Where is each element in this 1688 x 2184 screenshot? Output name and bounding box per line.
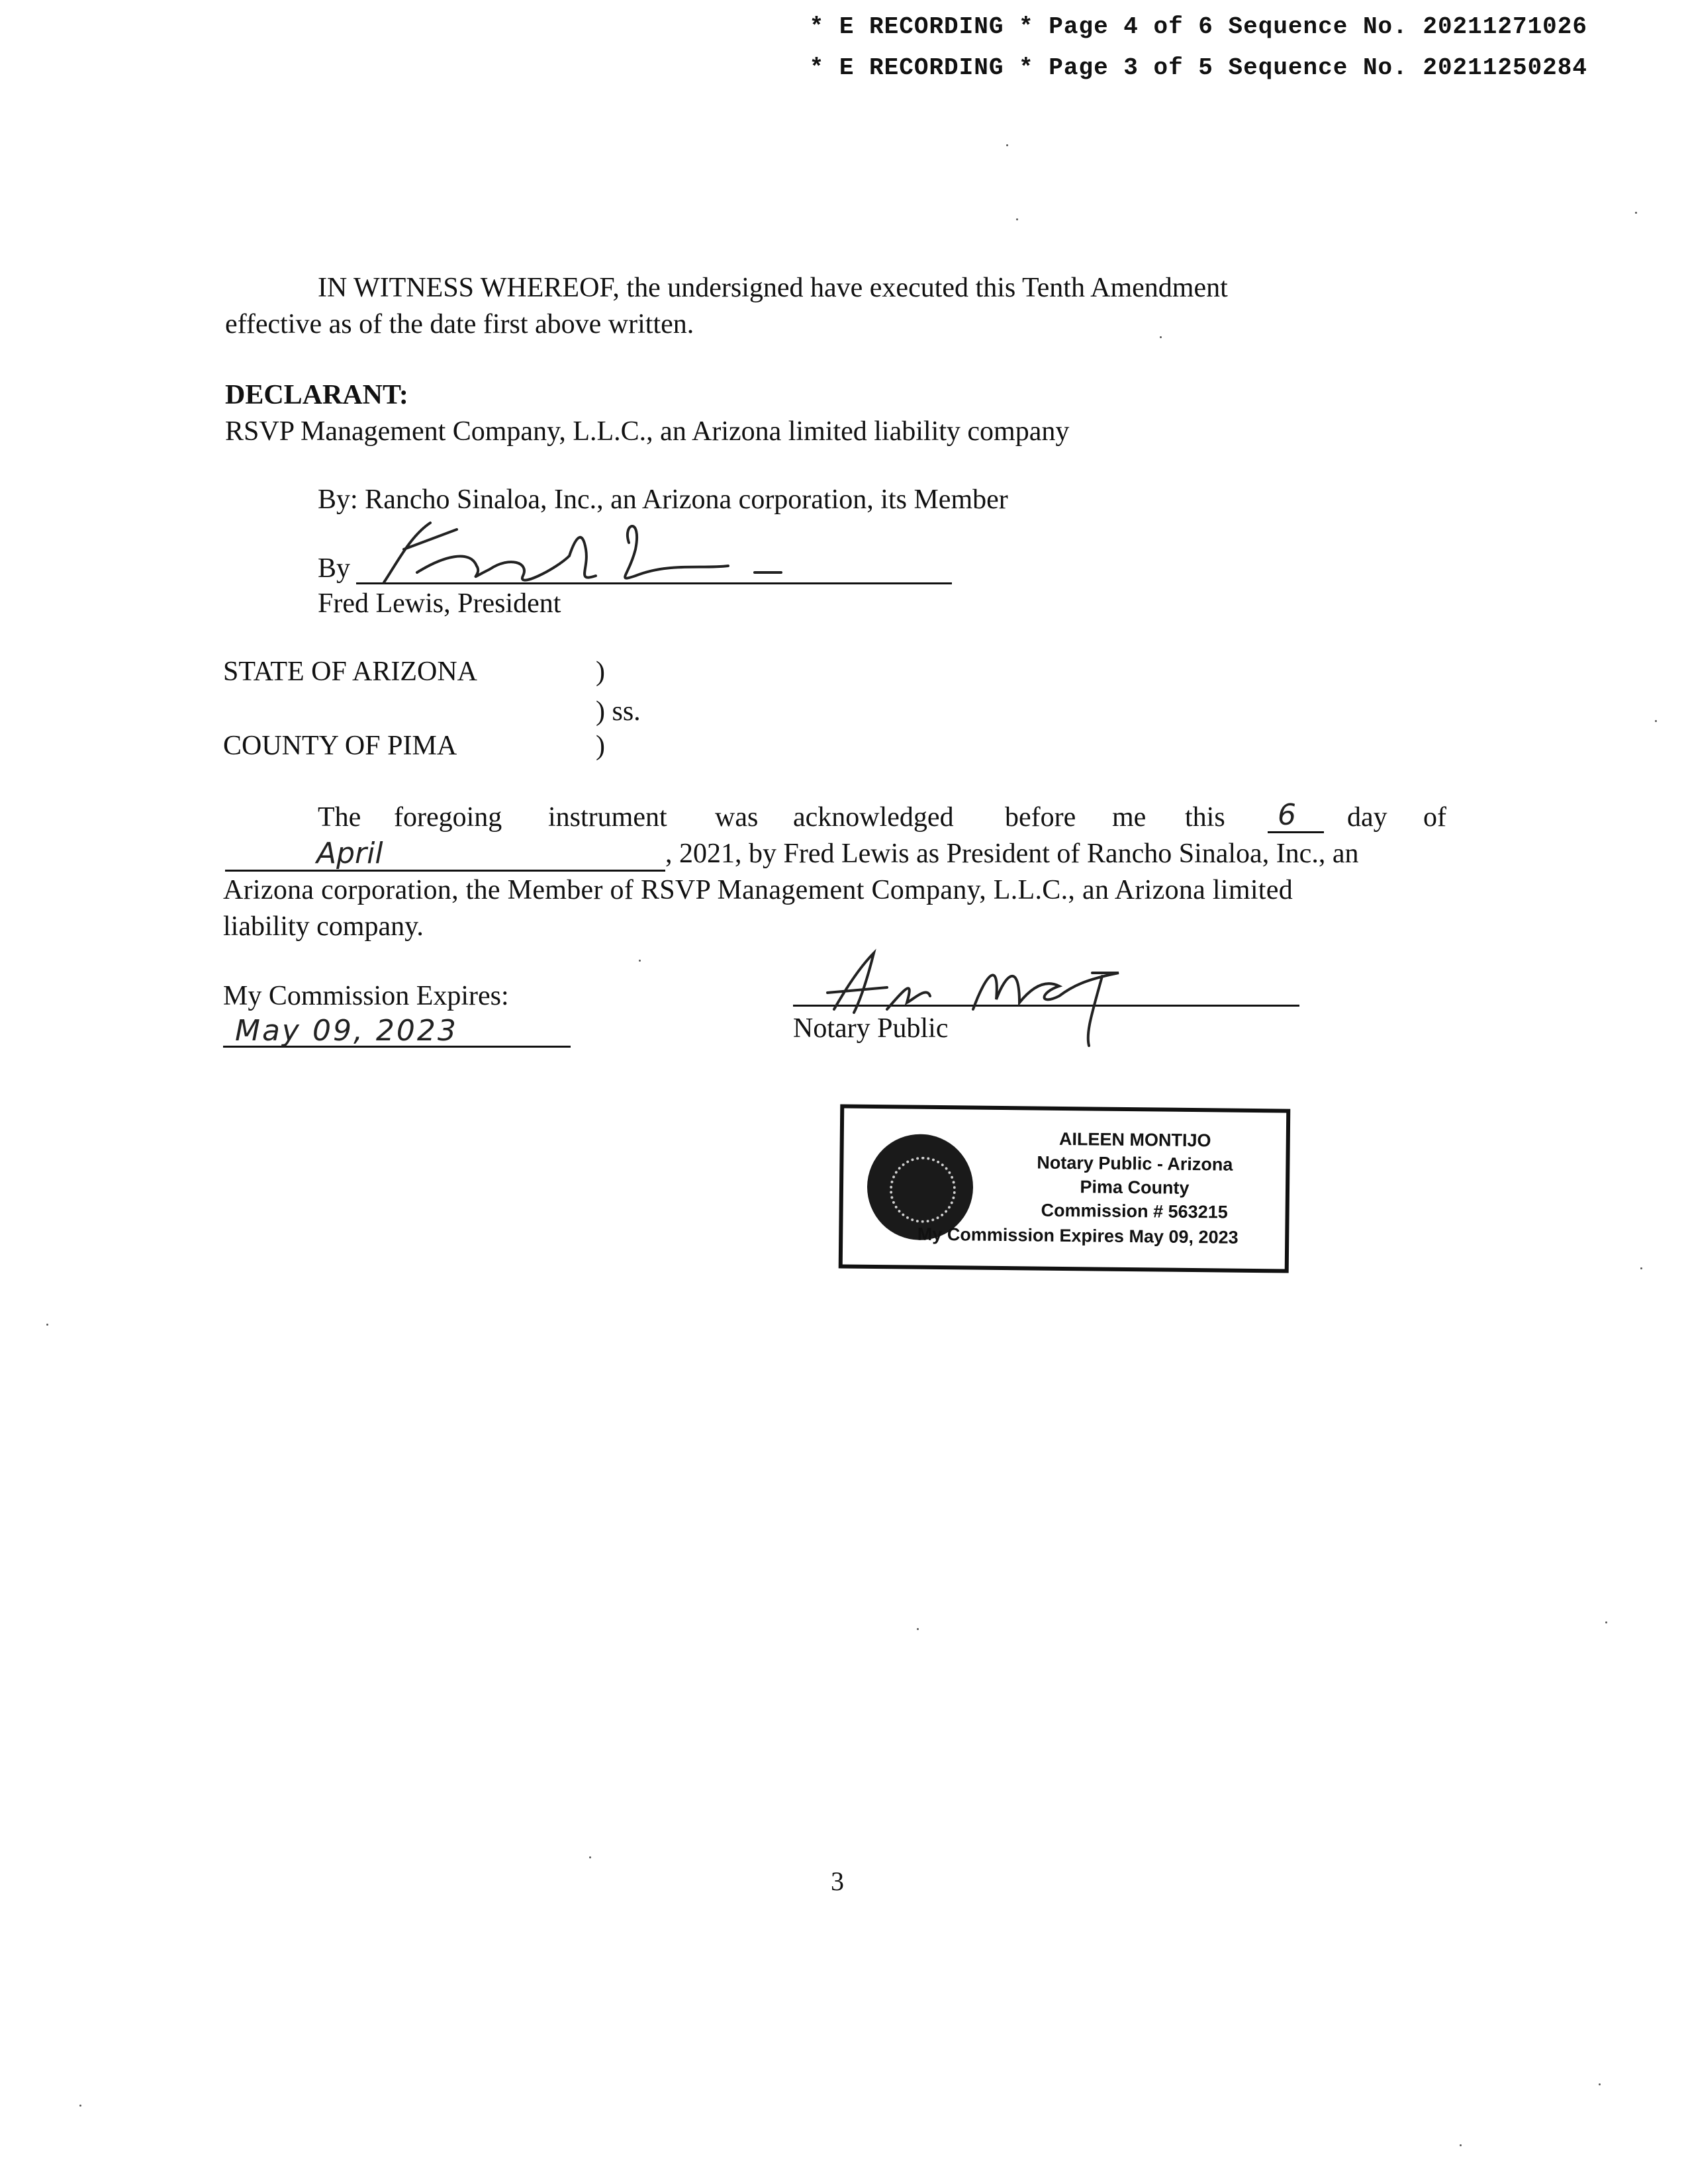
scan-speck [1160, 336, 1162, 338]
month-blank [225, 870, 665, 872]
scan-speck [79, 2105, 81, 2107]
signature-by-label: By [318, 553, 351, 584]
state-label: STATE OF ARIZONA [223, 657, 477, 687]
ack-word-the: The [318, 802, 361, 833]
declarant-by-line: By: Rancho Sinaloa, Inc., an Arizona corporation, its Member [318, 484, 1008, 515]
witness-line-2: effective as of the date first above written. [225, 309, 694, 340]
notary-seal-stamp [839, 1104, 1291, 1273]
scan-speck [1599, 2083, 1601, 2085]
notary-public-label: Notary Public [793, 1013, 949, 1044]
ack-word-instrument: instrument [548, 802, 667, 833]
scan-speck [1655, 720, 1657, 722]
page-number: 3 [831, 1866, 844, 1896]
ack-word-was: was [715, 802, 759, 833]
ack-word-before: before [1005, 802, 1076, 833]
ack-word-acknowledged: acknowledged [793, 802, 954, 833]
scan-speck [1640, 1267, 1642, 1269]
scan-speck [917, 1628, 919, 1630]
signer-name: Fred Lewis, President [318, 588, 561, 619]
scan-speck [1006, 144, 1008, 146]
recording-header-1: * E RECORDING * Page 4 of 6 Sequence No. 20211271026 [809, 13, 1587, 40]
commission-date-handwritten: May 09, 2023 [235, 1014, 458, 1048]
scan-speck [1016, 218, 1018, 220]
scan-speck [589, 1856, 591, 1858]
venue-paren-1: ) [596, 657, 605, 687]
scan-speck [1605, 1621, 1607, 1623]
seal-county: Pima County [1080, 1177, 1190, 1198]
venue-ss: ) ss. [596, 696, 641, 727]
ack-word-me: me [1112, 802, 1147, 833]
recording-header-2: * E RECORDING * Page 3 of 5 Sequence No. 20211250284 [809, 54, 1587, 81]
witness-paragraph [225, 270, 1450, 306]
witness-line-1: IN WITNESS WHEREOF, the undersigned have executed this Tenth Amendment [318, 273, 1228, 303]
ack-word-foregoing: foregoing [394, 802, 502, 833]
seal-commission-number: Commission # 563215 [1041, 1200, 1228, 1222]
month-handwritten: April [316, 837, 383, 870]
ack-word-this: this [1185, 802, 1225, 833]
ack-word-day: day [1347, 802, 1387, 833]
scan-speck [1460, 2144, 1462, 2146]
scan-speck [46, 1324, 48, 1326]
acknowledgment-line-3: Arizona corporation, the Member of RSVP Management Company, L.L.C., an Arizona limited [223, 875, 1293, 905]
seal-notary-name: AILEEN MONTIJO [1058, 1128, 1211, 1151]
acknowledgment-line-4: liability company. [223, 911, 424, 942]
day-handwritten: 6 [1278, 798, 1296, 832]
commission-expires-label: My Commission Expires: [223, 981, 509, 1011]
declarant-company: RSVP Management Company, L.L.C., an Arizona limited liability company [225, 416, 1070, 447]
acknowledgment-line-2: , 2021, by Fred Lewis as President of Rancho Sinaloa, Inc., an [665, 839, 1359, 869]
scan-speck [639, 960, 641, 962]
scan-speck [1635, 212, 1637, 214]
seal-notary-title: Notary Public - Arizona [1037, 1152, 1233, 1175]
ack-word-of: of [1423, 802, 1446, 833]
seal-expiration: My Commission Expires May 09, 2023 [917, 1224, 1239, 1248]
county-label: COUNTY OF PIMA [223, 731, 457, 761]
venue-paren-2: ) [596, 731, 605, 761]
declarant-heading: DECLARANT: [225, 380, 408, 410]
